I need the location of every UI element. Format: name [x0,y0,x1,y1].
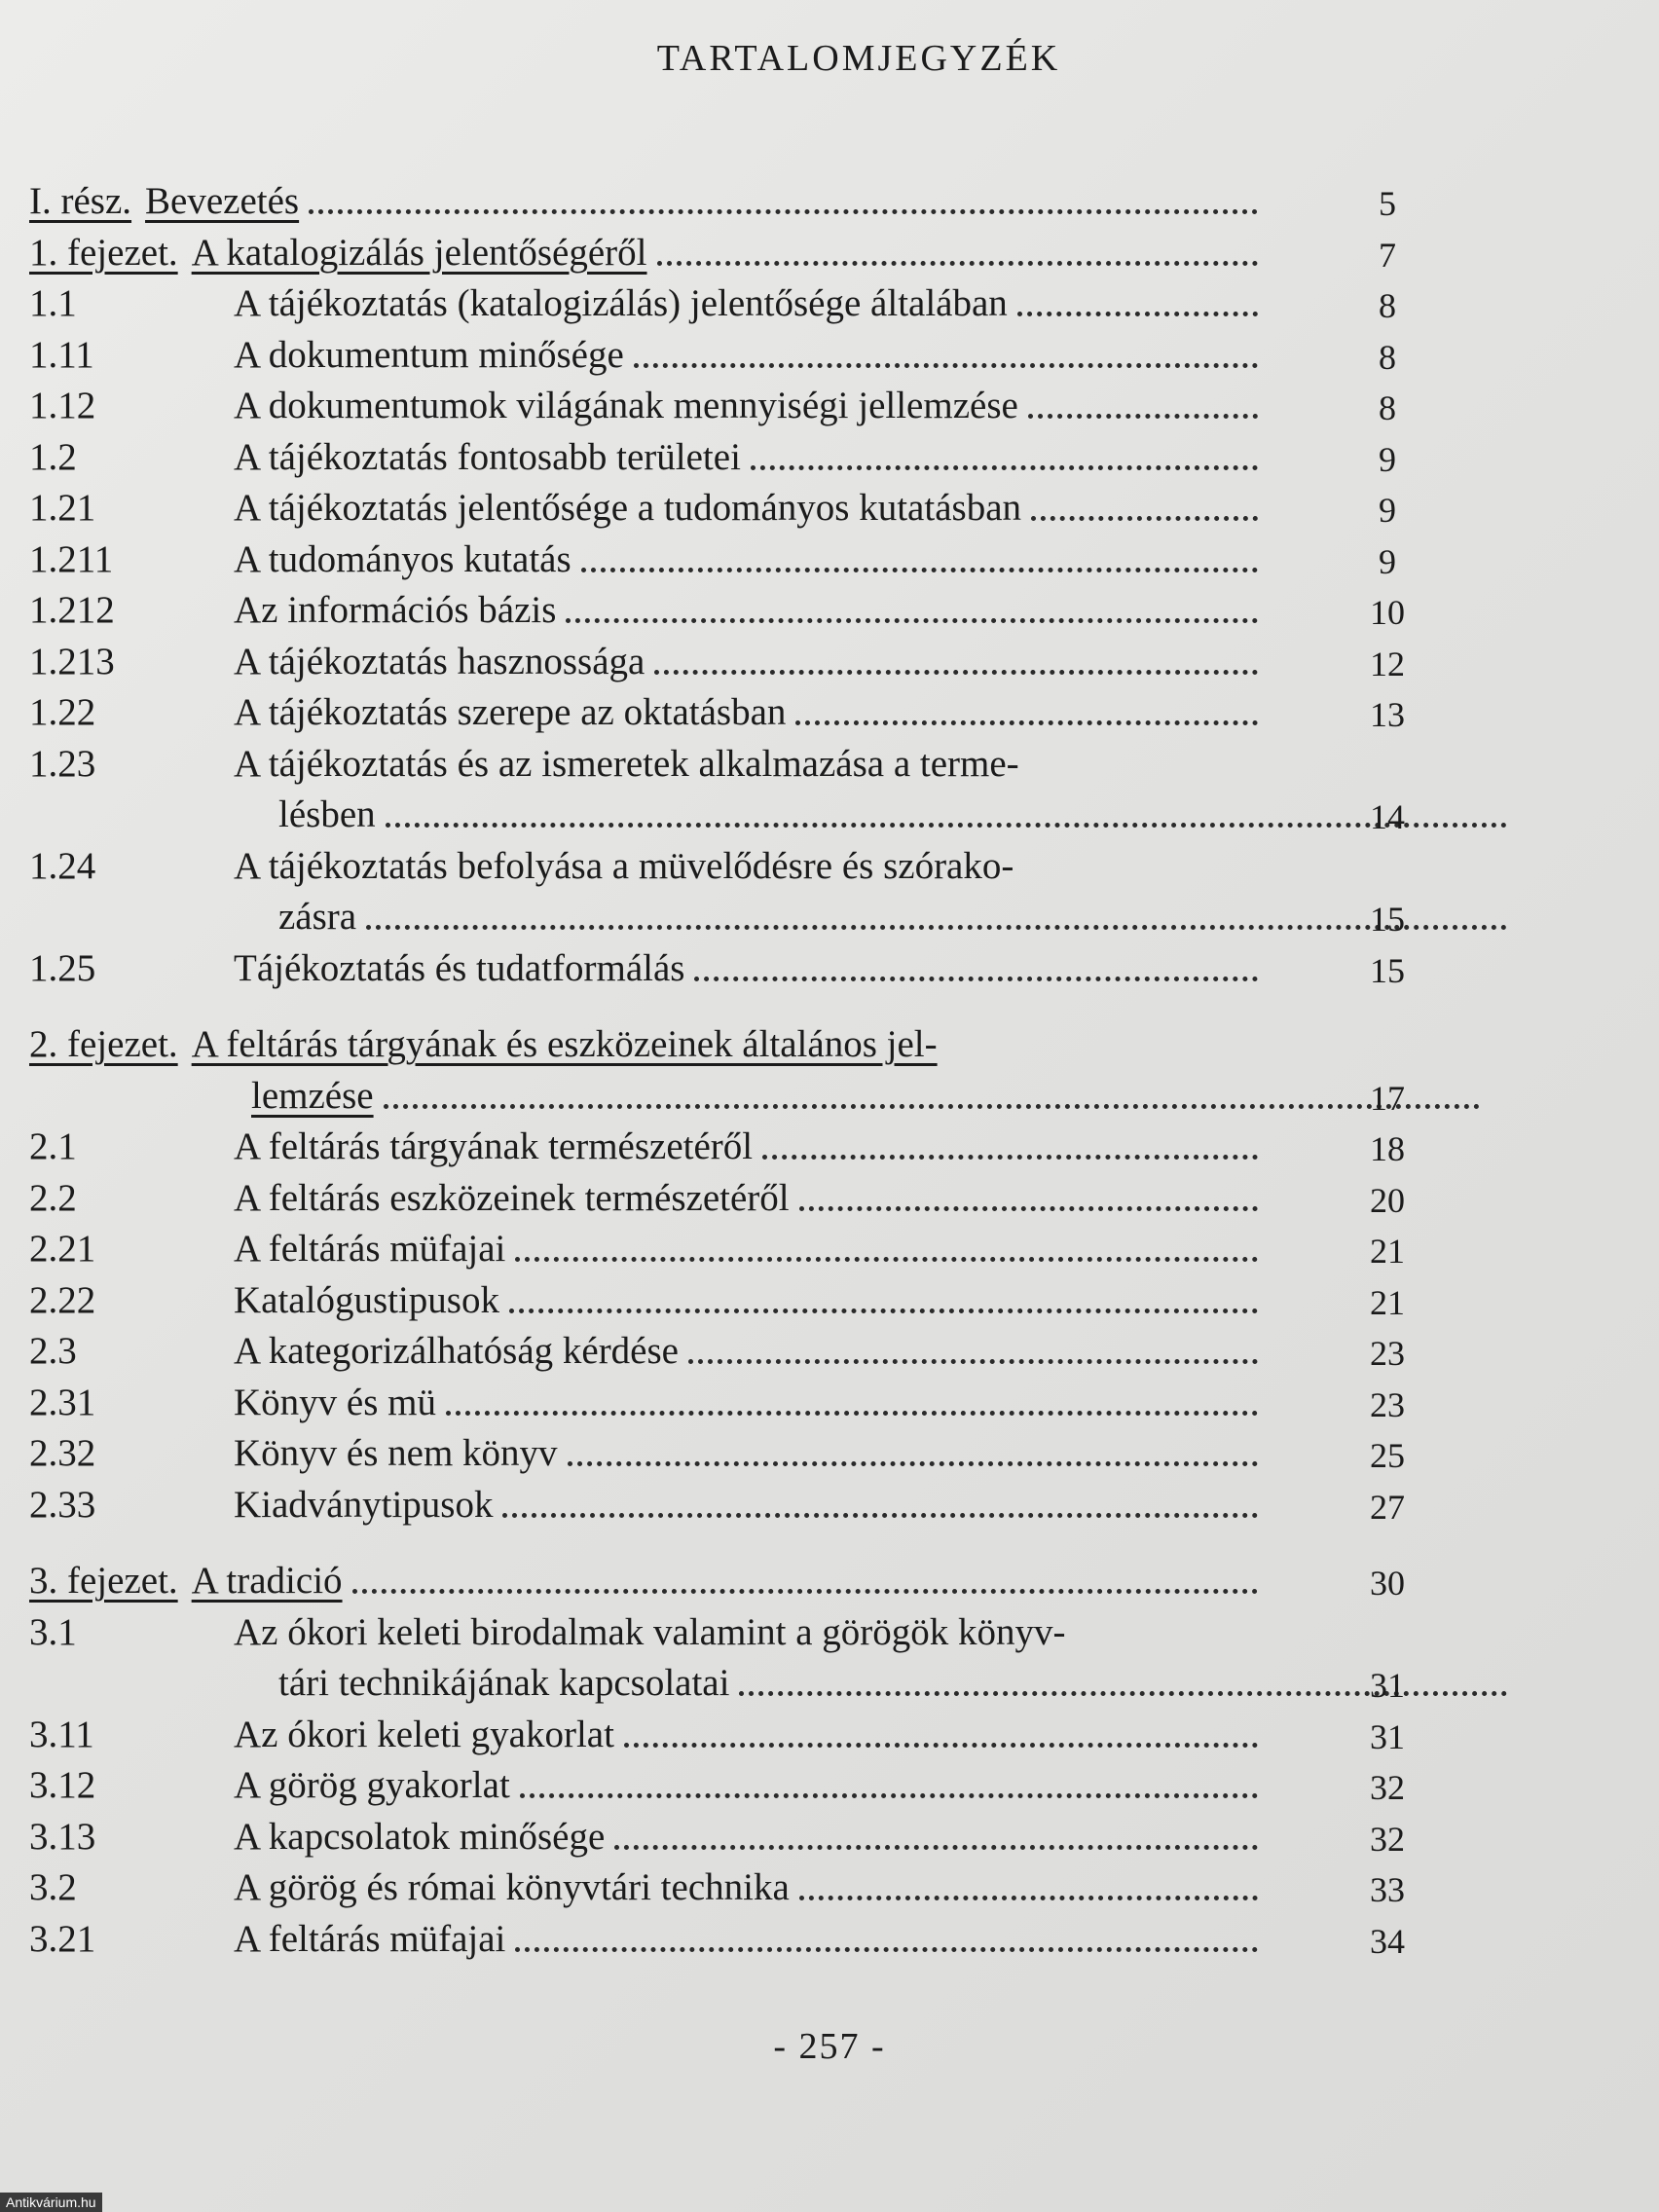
toc-entry [29,1119,1266,1169]
dot-leader [799,1896,1258,1900]
toc-page-number: 5 [1379,184,1396,223]
toc-entry [29,684,1266,735]
toc-entry-title: A feltárás tárgyának természetéről [234,1125,754,1167]
toc-entry-title: Könyv és nem könyv [234,1432,558,1474]
dot-leader [566,618,1258,623]
toc-entry-title: A kategorizálhatóság kérdése [234,1330,679,1372]
toc-entry-title: A tájékoztatás és az ismeretek alkalmazása a terme- [234,742,1019,785]
dot-leader [762,1155,1258,1160]
toc-entry-title: A tudományos kutatás [234,537,571,580]
toc-entry-title: Az ókori keleti birodalmak valamint a görögök könyv- [234,1610,1066,1653]
toc-page-number: 15 [1370,950,1405,990]
toc-entry-title: Bevezetés [145,180,300,222]
toc-entry-number: I. rész. [29,180,132,222]
dot-leader [634,363,1258,368]
toc-entry-title: A feltárás eszközeinek természetéről [234,1176,790,1219]
toc-entry [29,1604,1266,1655]
dot-leader [581,568,1258,572]
toc-entry-number: 1.1 [29,282,77,324]
toc-entry-number: 3.1 [29,1610,77,1653]
toc-entry-number: 2.21 [29,1228,96,1270]
dot-leader [446,1411,1258,1416]
dot-leader [624,1743,1258,1748]
toc-entry-number: 1.23 [29,742,96,785]
toc-entry [29,225,1266,276]
toc-entry-number: 1.211 [29,537,114,580]
toc-entry-number: 3.12 [29,1764,96,1806]
toc-entry-number: 3.13 [29,1815,96,1858]
dot-leader [688,1359,1258,1364]
toc-entry-continuation [29,889,1515,940]
dot-leader [614,1845,1258,1850]
toc-page-number: 9 [1379,541,1396,581]
toc-page-number: 31 [1370,1716,1405,1756]
toc-entry-title: Tájékoztatás és tudatformálás [234,946,685,989]
toc-entry [29,1707,1266,1757]
toc-entry-number: 1.2 [29,435,77,478]
toc-entry-title: A dokumentum minősége [234,333,624,376]
toc-entry-number: 1. fejezet. [29,231,178,274]
toc-page-number: 20 [1370,1180,1405,1220]
toc-entry-number: 3.2 [29,1866,77,1908]
toc-entry-number: 2.2 [29,1176,77,1219]
toc-entry-title: A feltárás tárgyának és eszközeinek általános jel- [191,1023,938,1065]
toc-entry-continuation [29,787,1515,837]
toc-entry-title: Katalógustipusok [234,1278,499,1321]
toc-page-number: 30 [1370,1564,1405,1603]
toc-entry-title-continuation: zásra [278,896,357,938]
dot-leader [654,670,1258,675]
toc-entry [29,480,1266,531]
dot-leader [384,1104,1480,1109]
toc-entry-title: A tájékoztatás jelentősége a tudományos kutatásban [234,487,1022,529]
toc-page-number: 17 [1370,1078,1405,1118]
toc-page-number: 8 [1379,388,1396,427]
dot-leader [694,977,1258,981]
toc-page-number: 21 [1370,1232,1405,1271]
toc-entry [29,1375,1266,1425]
toc-entry-number: 1.12 [29,385,96,426]
dot-leader [515,1947,1258,1952]
toc-page-number: 32 [1370,1819,1405,1859]
toc-entry-number: 2.33 [29,1483,96,1526]
toc-page-number: 27 [1370,1487,1405,1527]
toc-page-number: 14 [1370,797,1405,836]
dot-leader [1017,312,1258,316]
toc-entry-title: A tájékoztatás fontosabb területei [234,435,741,478]
toc-entry [29,532,1266,582]
toc-entry-title: A kapcsolatok minősége [234,1815,606,1858]
dot-leader [366,925,1507,930]
toc-entry [29,429,1266,480]
dot-leader [1031,516,1258,521]
toc-entry-number: 3.11 [29,1713,94,1755]
page-title: TARTALOMJEGYZÉK [656,38,1061,79]
toc-page-number: 34 [1370,1921,1405,1961]
toc-entry-number: 3. fejezet. [29,1560,178,1602]
toc-entry-number: 1.22 [29,691,96,733]
toc-entry-number: 2.32 [29,1432,96,1474]
dot-leader [386,823,1507,828]
toc-page-number: 9 [1379,439,1396,479]
toc-entry-title: A görög gyakorlat [234,1764,510,1806]
toc-entry-continuation [29,1068,1488,1119]
toc-entry-number: 1.25 [29,946,96,989]
toc-entry [29,1425,1266,1476]
watermark-logo: Antikvárium.hu [0,2193,102,2212]
toc-entry [29,1553,1266,1604]
dot-leader [657,261,1259,266]
dot-leader [568,1461,1258,1466]
toc-page-number: 23 [1370,1384,1405,1424]
toc-page-number: 21 [1370,1282,1405,1322]
dot-leader [309,209,1258,214]
toc-page-number: 9 [1379,491,1396,530]
toc-page-number: 23 [1370,1334,1405,1373]
toc-page-number: 13 [1370,695,1405,734]
toc-entry [29,1323,1266,1374]
toc-entry [29,634,1266,684]
toc-entry-number: 1.11 [29,333,94,376]
toc-entry [29,1757,1266,1808]
toc-page-number: 31 [1370,1666,1405,1705]
toc-entry-title: A tájékoztatás szerepe az oktatásban [234,691,787,733]
dot-leader [515,1257,1258,1262]
toc-entry [29,173,1266,224]
toc-entry [29,1272,1266,1323]
toc-entry-title: Kiadványtipusok [234,1483,494,1526]
toc-page-number: 15 [1370,900,1405,939]
toc-entry [29,940,1266,991]
toc-entry-number: 1.21 [29,487,96,529]
toc-entry-number: 2. fejezet. [29,1023,178,1065]
toc-entry-title: A tájékoztatás befolyása a müvelődésre és szórako- [234,844,1014,887]
toc-entry [29,1860,1266,1910]
toc-entry-title: A tájékoztatás hasznossága [234,640,645,682]
dot-leader [751,465,1258,470]
toc-entry [29,1809,1266,1860]
toc-entry-number: 2.3 [29,1330,77,1372]
toc-page-number: 7 [1379,235,1396,275]
dot-leader [795,720,1258,725]
toc-entry-number: 1.213 [29,640,115,682]
toc-page-number: 12 [1370,644,1405,683]
toc-entry-title: A tájékoztatás (katalogizálás) jelentősége általában [234,282,1008,324]
toc-page-number: 25 [1370,1436,1405,1475]
toc-entry [29,327,1266,378]
dot-leader [1028,414,1258,419]
toc-page-number: 10 [1370,593,1405,632]
dot-leader [502,1513,1258,1518]
toc-page-number: 33 [1370,1870,1405,1909]
page-number: - 257 - [773,2026,886,2067]
toc-entry-continuation [29,1655,1515,1706]
toc-entry-number: 1.24 [29,844,96,887]
toc-entry-title: Könyv és mü [234,1381,436,1423]
toc-entry-number: 3.21 [29,1917,96,1960]
toc-entry [29,1221,1266,1272]
toc-page-number: 8 [1379,286,1396,325]
toc-entry-title: Az információs bázis [234,589,557,631]
toc-entry [29,378,1266,428]
toc-entry-title: A dokumentumok világának mennyiségi jellemzése [234,385,1018,426]
toc-page-number: 8 [1379,337,1396,377]
toc-entry-number: 2.1 [29,1125,77,1167]
toc-entry-number: 1.212 [29,589,115,631]
toc-entry-title: A tradició [191,1560,343,1602]
toc-entry [29,1016,1266,1067]
toc-entry-title: A görög és római könyvtári technika [234,1866,790,1908]
toc-entry-title-continuation: lésben [278,793,376,835]
toc-page-number: 18 [1370,1129,1405,1168]
toc-entry [29,736,1266,787]
toc-entry [29,1170,1266,1221]
dot-leader [799,1206,1258,1211]
toc-entry [29,1477,1266,1528]
toc-entry-number: 2.31 [29,1381,96,1423]
toc-entry-title-continuation: lemzése [251,1074,374,1117]
toc-entry [29,276,1266,326]
toc-entry [29,838,1266,889]
dot-leader [520,1793,1258,1798]
toc-entry [29,582,1266,633]
dot-leader [509,1309,1258,1313]
toc-entry [29,1911,1266,1962]
toc-entry-number: 2.22 [29,1278,96,1321]
toc-page-number: 32 [1370,1768,1405,1807]
toc-entry-title-continuation: tári technikájának kapcsolatai [278,1662,730,1704]
toc-entry-title: A feltárás müfajai [234,1917,506,1960]
toc-entry-title: A feltárás müfajai [234,1228,506,1270]
dot-leader [352,1589,1258,1594]
toc-entry-title: A katalogizálás jelentőségéről [191,231,647,274]
toc-entry-title: Az ókori keleti gyakorlat [234,1713,614,1755]
